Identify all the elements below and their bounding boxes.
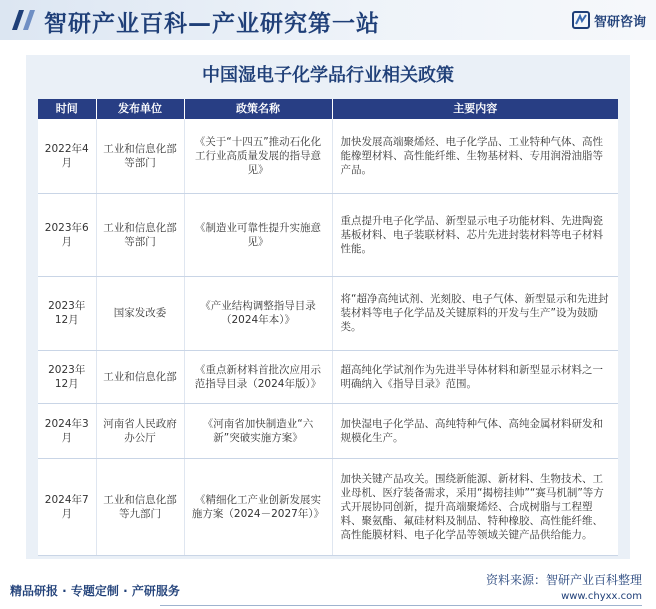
- cell-content: 加快关键产品攻关。围绕新能源、新材料、生物技术、工业母机、医疗装备需求，采用“揭榜挂帅”“赛马机制”等方式开展协同创新，提升高端聚烯烃、合成树脂与工程塑料、聚氨酯、氟硅材料及制品、特种橡胶、高性能纤维、高性能膜材料、电子化学品等领域关键产品供给能力。: [332, 458, 618, 555]
- cell-policy-name: 《制造业可靠性提升实施意见》: [184, 193, 332, 276]
- source-note: 资料来源：智研产业百科整理: [485, 573, 642, 587]
- brand-logo-icon: [572, 11, 590, 29]
- cell-time: 2023年12月: [38, 276, 96, 350]
- table-row: [38, 276, 618, 350]
- footer-source: [486, 571, 642, 602]
- cell-content: 重点提升电子化学品、新型显示电子功能材料、先进陶瓷基板材料、电子装联材料、芯片先进封装材料等电子材料性能。: [332, 193, 618, 276]
- cell-time: 2024年7月: [38, 458, 96, 555]
- cell-content: 将“超净高纯试剂、光刻胶、电子气体、新型显示和先进封装材料等电子化学品及关键原料的开发与生产”设为鼓励类。: [332, 276, 618, 350]
- table-row: [38, 193, 618, 276]
- col-header-name: 政策名称: [184, 99, 332, 119]
- cell-content: 超高纯化学试剂作为先进半导体材料和新型显示材料之一明确纳入《指导目录》范围。: [332, 350, 618, 403]
- footer-services: 精品研报 · 专题定制 · 产研服务: [10, 584, 180, 598]
- cell-policy-name: 《产业结构调整指导目录（2024年本）》: [184, 276, 332, 350]
- table-row: [38, 350, 618, 403]
- table-row: [38, 119, 618, 193]
- cell-policy-name: 《河南省加快制造业“六新”突破实施方案》: [184, 403, 332, 458]
- cell-time: 2024年3月: [38, 403, 96, 458]
- cell-dept: 工业和信息化部: [96, 350, 184, 403]
- col-header-content: 主要内容: [332, 99, 618, 119]
- policy-panel: [26, 55, 630, 559]
- cell-content: 加快发展高端聚烯烃、电子化学品、工业特种气体、高性能橡塑材料、高性能纤维、生物基材料、专用润滑油脂等产品。: [332, 119, 618, 193]
- cell-content: 加快湿电子化学品、高纯特种气体、高纯金属材料研发和规模化生产。: [332, 403, 618, 458]
- cell-dept: 工业和信息化部等部门: [96, 119, 184, 193]
- col-header-dept: 发布单位: [96, 99, 184, 119]
- table-row: [38, 403, 618, 458]
- cell-policy-name: 《重点新材料首批次应用示范指导目录（2024年版）》: [184, 350, 332, 403]
- cell-time: 2022年4月: [38, 119, 96, 193]
- cell-time: 2023年12月: [38, 350, 96, 403]
- header-bar: [0, 0, 656, 40]
- cell-policy-name: 《精细化工产业创新发展实施方案（2024－2027年）》: [184, 458, 332, 555]
- cell-dept: 工业和信息化部等九部门: [96, 458, 184, 555]
- policy-table: [38, 99, 618, 556]
- site-url-link[interactable]: www.chyxx.com: [561, 591, 642, 602]
- cell-dept: 国家发改委: [96, 276, 184, 350]
- cell-policy-name: 《关于“十四五”推动石化化工行业高质量发展的指导意见》: [184, 119, 332, 193]
- site-title: 智研产业百科—产业研究第一站: [44, 11, 380, 37]
- panel-title: 中国湿电子化学品行业相关政策: [202, 65, 454, 86]
- table-row: [38, 458, 618, 555]
- footer-divider: [160, 605, 642, 606]
- brand-logo-text: 智研咨询: [593, 14, 646, 30]
- cell-time: 2023年6月: [38, 193, 96, 276]
- slash-marks-icon: [10, 10, 38, 30]
- cell-dept: 工业和信息化部等部门: [96, 193, 184, 276]
- table-header-row: [38, 99, 618, 119]
- cell-dept: 河南省人民政府办公厅: [96, 403, 184, 458]
- brand-logo[interactable]: [572, 10, 646, 30]
- col-header-time: 时间: [38, 99, 96, 119]
